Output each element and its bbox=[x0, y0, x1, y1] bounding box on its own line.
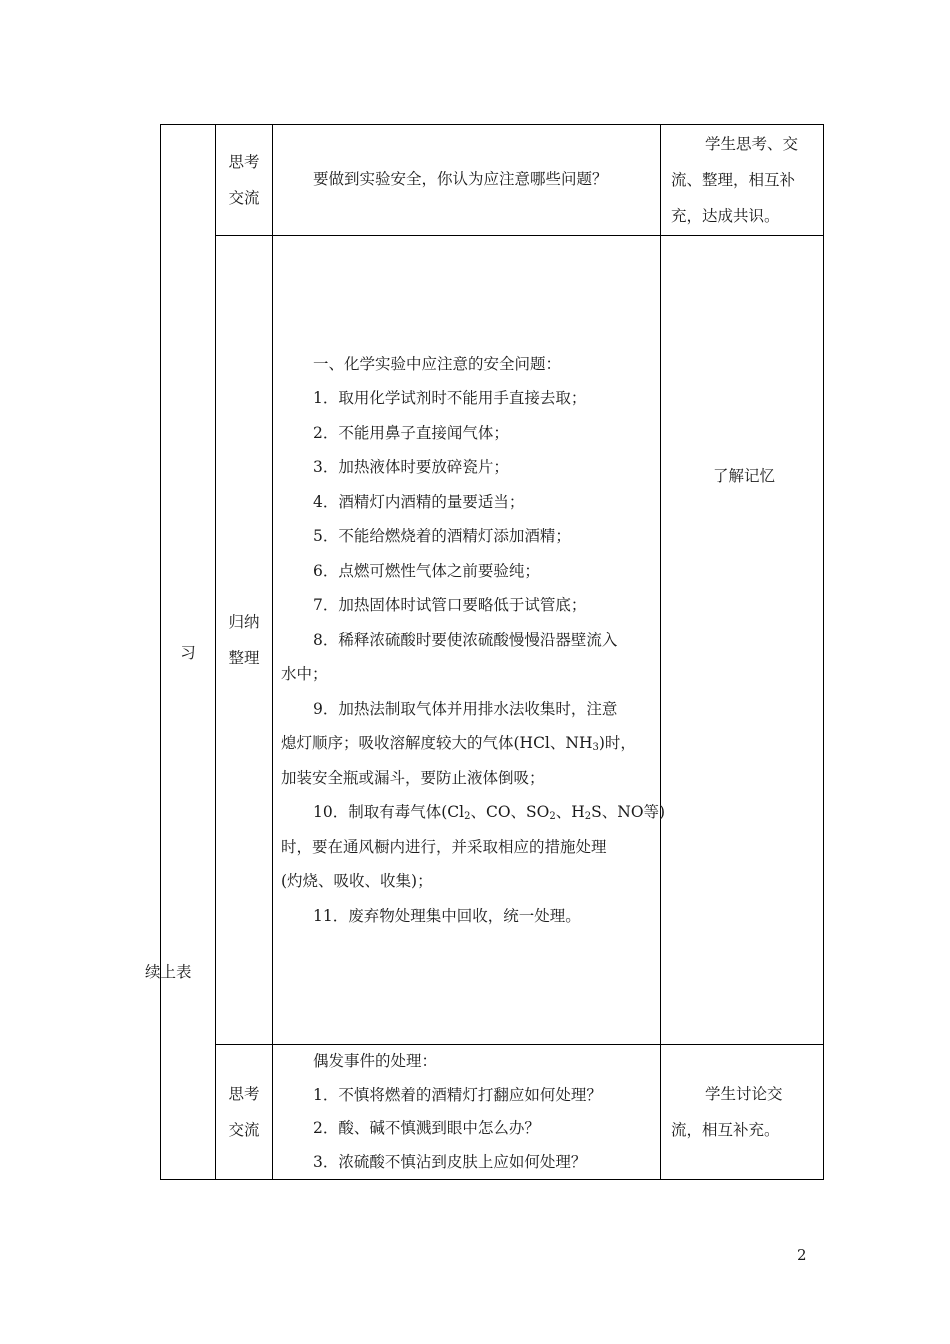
text-run: 熄灯顺序；吸收溶解度较大的气体(HCl、NH bbox=[281, 734, 593, 753]
list-item: 3．加热液体时要放碎瓷片； bbox=[313, 458, 509, 477]
list-item: 1．取用化学试剂时不能用手直接去取； bbox=[313, 389, 587, 408]
activity-line: 流、整理，相互补 bbox=[671, 171, 796, 189]
table-row bbox=[161, 125, 824, 236]
list-item: 5．不能给燃烧着的酒精灯添加酒精； bbox=[313, 527, 571, 546]
list-item: 时，要在通风橱内进行，并采取相应的措施处理 bbox=[281, 837, 607, 856]
list-item: 3．浓硫酸不慎沾到皮肤上应如何处理？ bbox=[313, 1152, 587, 1171]
list-item bbox=[281, 795, 666, 830]
text-run: 、H bbox=[555, 803, 585, 822]
section-label bbox=[216, 125, 273, 236]
list-item: 4．酒精灯内酒精的量要适当； bbox=[313, 492, 525, 511]
activity-cell bbox=[661, 236, 824, 1045]
activity-line: 流，相互补充。 bbox=[671, 1121, 780, 1139]
section-heading: 偶发事件的处理： bbox=[313, 1052, 438, 1070]
continuation-note: 续上表 bbox=[145, 963, 192, 981]
page-number: 2 bbox=[797, 1246, 807, 1264]
activity-line: 学生思考、交 bbox=[705, 135, 799, 153]
table-row bbox=[161, 1045, 824, 1180]
content-cell bbox=[273, 236, 666, 1045]
activity-line: 学生讨论交 bbox=[705, 1085, 783, 1103]
section-label-line: 思考 bbox=[228, 1085, 260, 1103]
list-item: 9．加热法制取气体并用排水法收集时，注意 bbox=[313, 699, 618, 718]
side-label: 习 bbox=[161, 125, 216, 1180]
list-item: 7．加热固体时试管口要略低于试管底； bbox=[313, 596, 587, 615]
text-run: 、CO、SO bbox=[470, 803, 550, 822]
content-cell bbox=[273, 1045, 661, 1180]
text-run: S、NO等) bbox=[591, 803, 666, 822]
section-label-line: 思考 bbox=[228, 153, 260, 171]
text-run: )时， bbox=[598, 734, 636, 753]
activity-text: 了解记忆 bbox=[712, 467, 775, 485]
list-item: 2．不能用鼻子直接闻气体； bbox=[313, 423, 509, 442]
activity-cell bbox=[661, 125, 824, 236]
subscript: 3 bbox=[592, 742, 599, 754]
list-item: 1．不慎将燃着的酒精灯打翻应如何处理？ bbox=[313, 1085, 602, 1104]
section-label-line: 整理 bbox=[228, 649, 260, 667]
subscript: 2 bbox=[549, 811, 556, 823]
list-item: 6．点燃可燃性气体之前要验纯； bbox=[313, 561, 540, 580]
section-label-line: 交流 bbox=[228, 189, 260, 207]
section-label-line: 归纳 bbox=[228, 613, 260, 631]
list-item: (灼烧、吸收、收集)； bbox=[281, 872, 433, 891]
list-item: 11．废弃物处理集中回收，统一处理。 bbox=[313, 906, 581, 925]
list-item: 2．酸、碱不慎溅到眼中怎么办？ bbox=[313, 1119, 540, 1137]
section-heading: 一、化学实验中应注意的安全问题： bbox=[313, 354, 562, 373]
lesson-plan-table bbox=[160, 124, 824, 1180]
table-row bbox=[161, 236, 824, 1045]
subscript: 2 bbox=[464, 811, 471, 823]
text-run: 10．制取有毒气体(Cl bbox=[313, 803, 465, 822]
content-cell bbox=[273, 125, 661, 236]
activity-cell bbox=[661, 1045, 824, 1180]
section-label bbox=[216, 1045, 273, 1180]
list-item bbox=[281, 726, 654, 761]
question-text: 要做到实验安全，你认为应注意哪些问题？ bbox=[313, 170, 608, 189]
section-label-line: 交流 bbox=[228, 1121, 260, 1139]
activity-line: 充，达成共识。 bbox=[671, 207, 780, 225]
list-item: 水中； bbox=[281, 665, 328, 684]
list-item: 8．稀释浓硫酸时要使浓硫酸慢慢沿器壁流入 bbox=[313, 630, 618, 649]
subscript: 2 bbox=[584, 811, 592, 823]
section-label bbox=[216, 236, 273, 1045]
list-item: 加装安全瓶或漏斗，要防止液体倒吸； bbox=[281, 768, 545, 787]
